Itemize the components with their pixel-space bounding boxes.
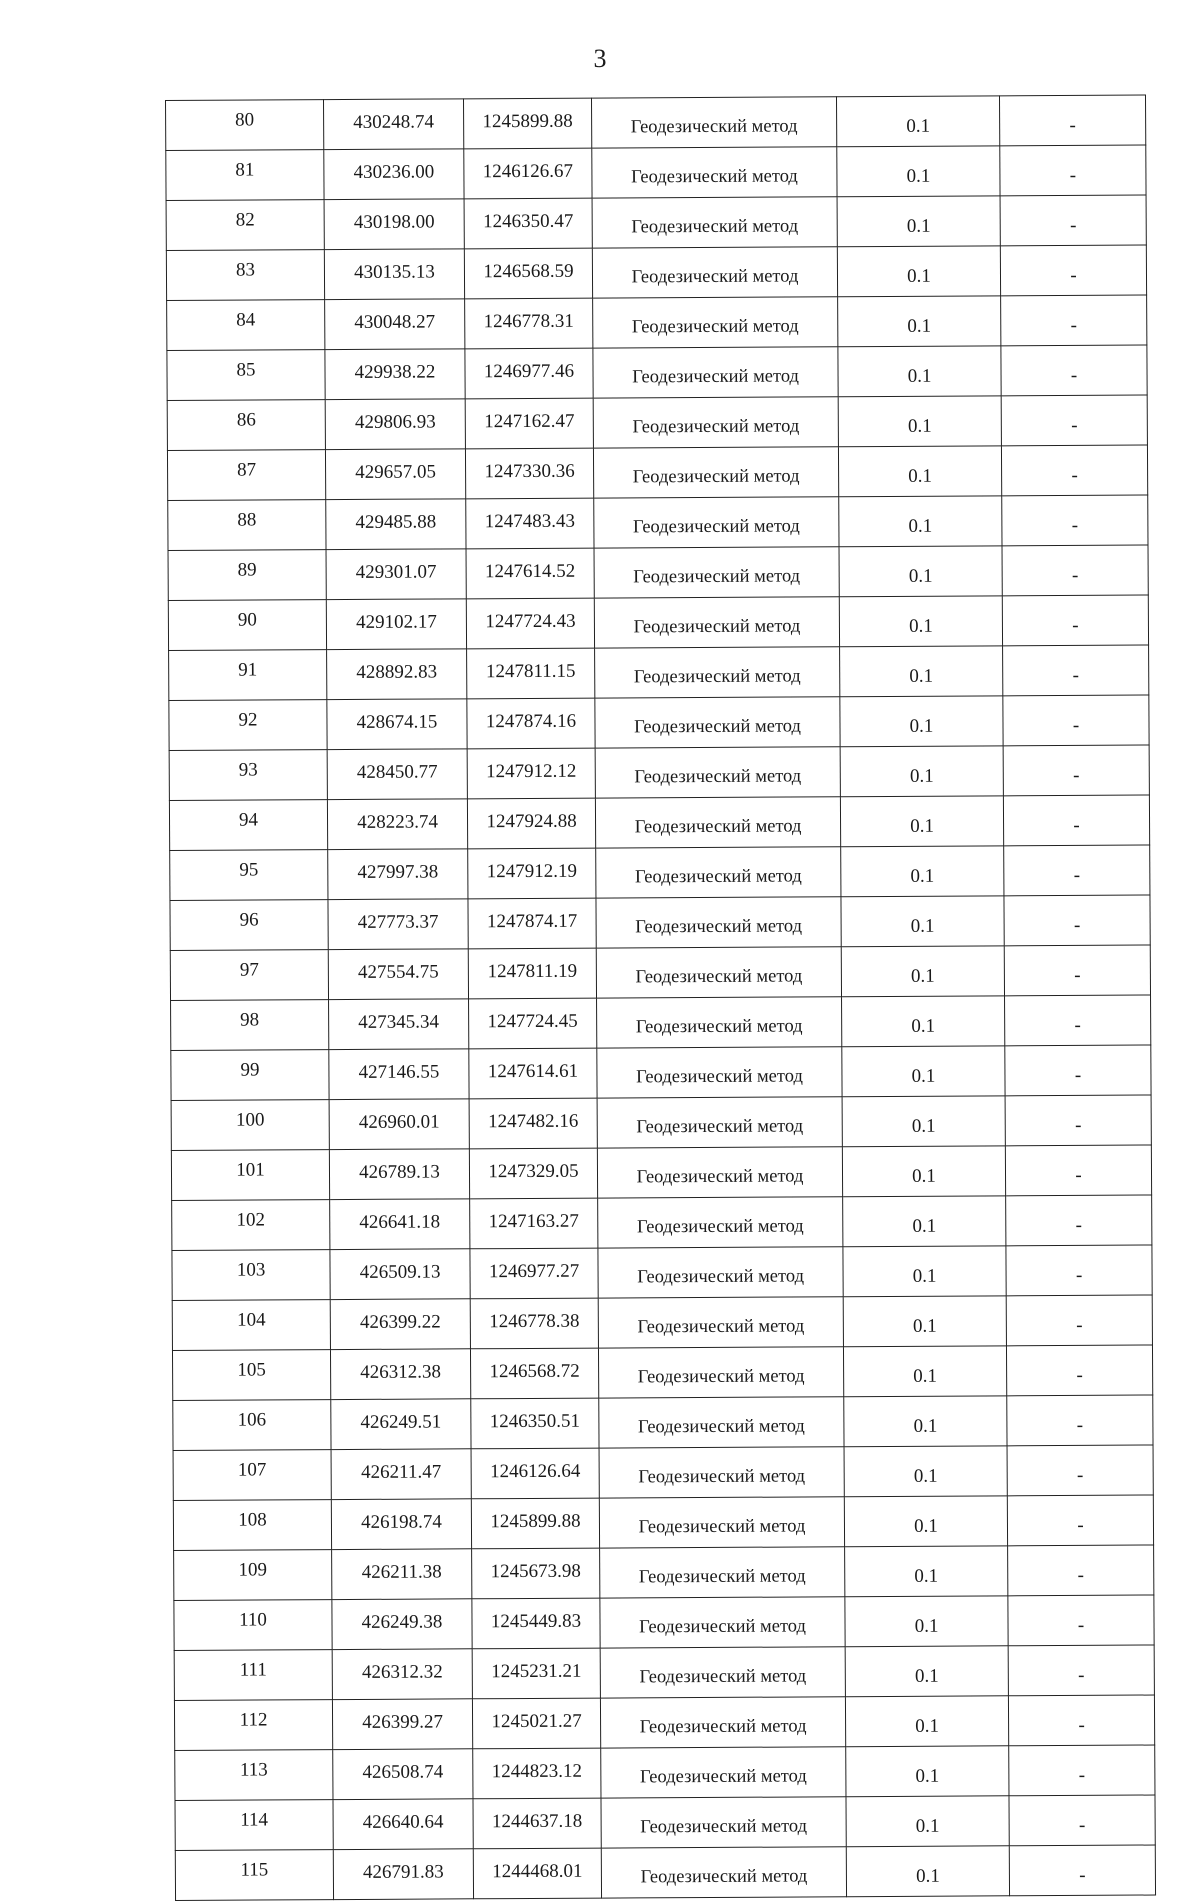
table-row: [171, 995, 1151, 1050]
table-row: [166, 195, 1146, 250]
point-number-cell: 103: [172, 1250, 330, 1301]
coordinate-x-cell: 426312.32: [332, 1649, 472, 1700]
accuracy-cell: 0.1: [845, 1596, 1008, 1647]
table-row: [170, 945, 1150, 1000]
coordinate-x-cell: 429301.07: [326, 549, 466, 600]
coordinate-x-cell: 426960.01: [329, 1099, 469, 1150]
method-cell: Геодезический метод: [592, 147, 837, 198]
note-cell: -: [1004, 945, 1150, 996]
point-number-cell: 114: [175, 1800, 333, 1851]
coordinate-x-cell: 426640.64: [333, 1799, 473, 1850]
point-number-cell: 95: [170, 850, 328, 901]
note-cell: -: [1007, 1395, 1153, 1446]
table-row: [175, 1795, 1155, 1850]
point-number-cell: 105: [172, 1350, 330, 1401]
coordinate-x-cell: 426789.13: [329, 1149, 469, 1200]
point-number-cell: 86: [167, 400, 325, 451]
table-row: [174, 1695, 1154, 1750]
method-cell: Геодезический метод: [597, 997, 842, 1048]
note-cell: -: [1001, 295, 1147, 346]
table-row: [172, 1345, 1152, 1400]
method-cell: Геодезический метод: [599, 1497, 844, 1548]
note-cell: -: [1000, 245, 1146, 296]
method-cell: Геодезический метод: [593, 447, 838, 498]
coordinate-y-cell: 1247874.16: [467, 698, 595, 749]
method-cell: Геодезический метод: [597, 1147, 842, 1198]
method-cell: Геодезический метод: [594, 547, 839, 598]
table-row: [173, 1495, 1153, 1550]
table-row: [169, 795, 1149, 850]
note-cell: -: [1007, 1445, 1153, 1496]
point-number-cell: 102: [172, 1200, 330, 1251]
coordinate-y-cell: 1246568.72: [470, 1348, 598, 1399]
accuracy-cell: 0.1: [841, 946, 1004, 997]
table-row: [170, 845, 1150, 900]
coordinate-y-cell: 1245899.88: [463, 98, 591, 149]
point-number-cell: 93: [169, 750, 327, 801]
method-cell: Геодезический метод: [592, 247, 837, 298]
method-cell: Геодезический метод: [591, 97, 836, 148]
point-number-cell: 99: [171, 1050, 329, 1101]
coordinate-y-cell: 1245021.27: [472, 1698, 600, 1749]
coordinate-x-cell: 430248.74: [324, 99, 464, 150]
note-cell: -: [1005, 1045, 1151, 1096]
table-row: [169, 745, 1149, 800]
point-number-cell: 81: [166, 150, 324, 201]
accuracy-cell: 0.1: [843, 1296, 1006, 1347]
note-cell: -: [1005, 1145, 1151, 1196]
coordinate-x-cell: 426198.74: [331, 1499, 471, 1550]
coordinate-x-cell: 426399.22: [330, 1299, 470, 1350]
note-cell: -: [1002, 545, 1148, 596]
accuracy-cell: 0.1: [842, 1096, 1005, 1147]
accuracy-cell: 0.1: [841, 896, 1004, 947]
table-row: [167, 395, 1147, 450]
coordinate-y-cell: 1246126.67: [464, 148, 592, 199]
table-row: [167, 295, 1147, 350]
coordinate-y-cell: 1247330.36: [465, 448, 593, 499]
method-cell: Геодезический метод: [598, 1247, 843, 1298]
method-cell: Геодезический метод: [601, 1797, 846, 1848]
table-row: [174, 1645, 1154, 1700]
accuracy-cell: 0.1: [840, 696, 1003, 747]
point-number-cell: 87: [167, 450, 325, 501]
coordinate-y-cell: 1247724.43: [466, 598, 594, 649]
note-cell: -: [1001, 345, 1147, 396]
method-cell: Геодезический метод: [601, 1847, 846, 1898]
method-cell: Геодезический метод: [596, 897, 841, 948]
method-cell: Геодезический метод: [593, 297, 838, 348]
coordinate-y-cell: 1247874.17: [468, 898, 596, 949]
method-cell: Геодезический метод: [600, 1697, 845, 1748]
method-cell: Геодезический метод: [595, 647, 840, 698]
table-row: [173, 1445, 1153, 1500]
coordinate-y-cell: 1247483.43: [466, 498, 594, 549]
table-row: [166, 145, 1146, 200]
coordinate-y-cell: 1246126.64: [471, 1448, 599, 1499]
table-row: [169, 695, 1149, 750]
note-cell: -: [1000, 145, 1146, 196]
method-cell: Геодезический метод: [600, 1597, 845, 1648]
method-cell: Геодезический метод: [596, 947, 841, 998]
coordinate-x-cell: 426508.74: [333, 1749, 473, 1800]
point-number-cell: 85: [167, 350, 325, 401]
accuracy-cell: 0.1: [846, 1846, 1009, 1897]
coordinate-y-cell: 1247614.61: [469, 1048, 597, 1099]
accuracy-cell: 0.1: [838, 346, 1001, 397]
coordinate-x-cell: 429657.05: [325, 449, 465, 500]
accuracy-cell: 0.1: [840, 746, 1003, 797]
method-cell: Геодезический метод: [599, 1447, 844, 1498]
coordinate-y-cell: 1246568.59: [464, 248, 592, 299]
coordinate-x-cell: 430135.13: [324, 249, 464, 300]
coordinate-y-cell: 1247329.05: [469, 1148, 597, 1199]
coordinate-y-cell: 1247924.88: [467, 798, 595, 849]
coordinate-x-cell: 426312.38: [330, 1349, 470, 1400]
point-number-cell: 91: [169, 650, 327, 701]
accuracy-cell: 0.1: [839, 596, 1002, 647]
coordinate-x-cell: 429485.88: [326, 499, 466, 550]
note-cell: -: [1006, 1295, 1152, 1346]
accuracy-cell: 0.1: [837, 146, 1000, 197]
coordinate-y-cell: 1244823.12: [473, 1748, 601, 1799]
accuracy-cell: 0.1: [837, 196, 1000, 247]
method-cell: Геодезический метод: [600, 1647, 845, 1698]
method-cell: Геодезический метод: [595, 747, 840, 798]
coordinate-y-cell: 1247162.47: [465, 398, 593, 449]
coordinate-x-cell: 429938.22: [325, 349, 465, 400]
table-row: [167, 445, 1147, 500]
coordinate-x-cell: 427146.55: [329, 1049, 469, 1100]
method-cell: Геодезический метод: [598, 1347, 843, 1398]
table-row: [172, 1245, 1152, 1300]
coordinate-y-cell: 1247614.52: [466, 548, 594, 599]
table-row: [171, 1095, 1151, 1150]
coordinate-y-cell: 1245449.83: [472, 1598, 600, 1649]
coordinate-x-cell: 426509.13: [330, 1249, 470, 1300]
point-number-cell: 84: [167, 300, 325, 351]
note-cell: -: [1009, 1845, 1155, 1896]
table-row: [175, 1845, 1155, 1900]
note-cell: -: [1006, 1345, 1152, 1396]
note-cell: -: [1008, 1595, 1154, 1646]
accuracy-cell: 0.1: [843, 1196, 1006, 1247]
coordinate-x-cell: 427554.75: [328, 949, 468, 1000]
coordinate-y-cell: 1246350.51: [471, 1398, 599, 1449]
coordinate-y-cell: 1245673.98: [472, 1548, 600, 1599]
point-number-cell: 94: [169, 800, 327, 851]
accuracy-cell: 0.1: [842, 996, 1005, 1047]
note-cell: -: [1005, 1095, 1151, 1146]
method-cell: Геодезический метод: [593, 347, 838, 398]
coordinate-y-cell: 1247811.15: [467, 648, 595, 699]
table-row: [168, 595, 1148, 650]
point-number-cell: 80: [166, 100, 324, 151]
table-row: [170, 895, 1150, 950]
point-number-cell: 111: [174, 1650, 332, 1701]
table-row: [167, 345, 1147, 400]
coordinates-table: [165, 95, 1156, 1901]
accuracy-cell: 0.1: [846, 1796, 1009, 1847]
coordinate-y-cell: 1247724.45: [469, 998, 597, 1049]
method-cell: Геодезический метод: [595, 797, 840, 848]
page-number: 3: [593, 44, 607, 73]
point-number-cell: 100: [171, 1100, 329, 1151]
point-number-cell: 96: [170, 900, 328, 951]
table-row: [171, 1145, 1151, 1200]
accuracy-cell: 0.1: [842, 1146, 1005, 1197]
point-number-cell: 90: [168, 600, 326, 651]
note-cell: -: [999, 95, 1145, 146]
coordinate-y-cell: 1246977.27: [470, 1248, 598, 1299]
accuracy-cell: 0.1: [837, 246, 1000, 297]
coordinate-y-cell: 1246350.47: [464, 198, 592, 249]
method-cell: Геодезический метод: [598, 1297, 843, 1348]
point-number-cell: 82: [166, 200, 324, 251]
note-cell: -: [1008, 1645, 1154, 1696]
point-number-cell: 106: [173, 1400, 331, 1451]
coordinate-y-cell: 1247912.19: [468, 848, 596, 899]
coordinate-x-cell: 430048.27: [325, 299, 465, 350]
accuracy-cell: 0.1: [838, 396, 1001, 447]
accuracy-cell: 0.1: [839, 496, 1002, 547]
method-cell: Геодезический метод: [601, 1747, 846, 1798]
coordinates-table-container: [165, 95, 1155, 1901]
note-cell: -: [1009, 1745, 1155, 1796]
note-cell: -: [1002, 495, 1148, 546]
table-row: [168, 495, 1148, 550]
accuracy-cell: 0.1: [840, 796, 1003, 847]
coordinate-y-cell: 1247163.27: [470, 1198, 598, 1249]
note-cell: -: [1009, 1795, 1155, 1846]
coordinate-y-cell: 1247912.12: [467, 748, 595, 799]
coordinate-x-cell: 427345.34: [329, 999, 469, 1050]
accuracy-cell: 0.1: [842, 1046, 1005, 1097]
coordinate-x-cell: 430198.00: [324, 199, 464, 250]
table-row: [171, 1045, 1151, 1100]
point-number-cell: 88: [168, 500, 326, 551]
coordinate-y-cell: 1246778.38: [470, 1298, 598, 1349]
coordinate-x-cell: 426249.51: [331, 1399, 471, 1450]
point-number-cell: 113: [175, 1750, 333, 1801]
accuracy-cell: 0.1: [843, 1346, 1006, 1397]
coordinate-x-cell: 427997.38: [328, 849, 468, 900]
point-number-cell: 108: [173, 1500, 331, 1551]
note-cell: -: [1001, 395, 1147, 446]
note-cell: -: [1000, 195, 1146, 246]
coordinate-y-cell: 1246778.31: [465, 298, 593, 349]
accuracy-cell: 0.1: [836, 96, 999, 147]
coordinate-x-cell: 426791.83: [333, 1849, 473, 1900]
point-number-cell: 89: [168, 550, 326, 601]
coordinate-x-cell: 426211.47: [331, 1449, 471, 1500]
accuracy-cell: 0.1: [843, 1246, 1006, 1297]
note-cell: -: [1006, 1245, 1152, 1296]
method-cell: Геодезический метод: [594, 597, 839, 648]
note-cell: -: [1003, 795, 1149, 846]
accuracy-cell: 0.1: [839, 546, 1002, 597]
table-row: [172, 1295, 1152, 1350]
method-cell: Геодезический метод: [597, 1097, 842, 1148]
point-number-cell: 98: [171, 1000, 329, 1051]
coordinate-x-cell: 428892.83: [327, 649, 467, 700]
note-cell: -: [1003, 645, 1149, 696]
point-number-cell: 109: [174, 1550, 332, 1601]
point-number-cell: 112: [174, 1700, 332, 1751]
coordinate-y-cell: 1247482.16: [469, 1098, 597, 1149]
point-number-cell: 83: [166, 250, 324, 301]
method-cell: Геодезический метод: [595, 697, 840, 748]
note-cell: -: [1003, 695, 1149, 746]
note-cell: -: [1002, 595, 1148, 646]
coordinate-x-cell: 429102.17: [326, 599, 466, 650]
accuracy-cell: 0.1: [846, 1746, 1009, 1797]
note-cell: -: [1008, 1695, 1154, 1746]
table-row: [168, 545, 1148, 600]
point-number-cell: 97: [170, 950, 328, 1001]
table-row: [169, 645, 1149, 700]
note-cell: -: [1003, 745, 1149, 796]
coordinate-y-cell: 1245231.21: [472, 1648, 600, 1699]
method-cell: Геодезический метод: [600, 1547, 845, 1598]
coordinate-x-cell: 428674.15: [327, 699, 467, 750]
table-row: [175, 1745, 1155, 1800]
method-cell: Геодезический метод: [598, 1197, 843, 1248]
accuracy-cell: 0.1: [840, 646, 1003, 697]
coordinate-x-cell: 427773.37: [328, 899, 468, 950]
method-cell: Геодезический метод: [594, 497, 839, 548]
accuracy-cell: 0.1: [845, 1646, 1008, 1697]
coordinate-y-cell: 1246977.46: [465, 348, 593, 399]
method-cell: Геодезический метод: [596, 847, 841, 898]
table-row: [166, 245, 1146, 300]
point-number-cell: 110: [174, 1600, 332, 1651]
note-cell: -: [1004, 845, 1150, 896]
coordinate-y-cell: 1244468.01: [473, 1848, 601, 1899]
table-row: [166, 95, 1146, 150]
coordinate-x-cell: 428450.77: [327, 749, 467, 800]
accuracy-cell: 0.1: [838, 296, 1001, 347]
note-cell: -: [1001, 445, 1147, 496]
coordinate-y-cell: 1245899.88: [471, 1498, 599, 1549]
note-cell: -: [1005, 995, 1151, 1046]
note-cell: -: [1007, 1495, 1153, 1546]
table-row: [174, 1545, 1154, 1600]
note-cell: -: [1004, 895, 1150, 946]
accuracy-cell: 0.1: [838, 446, 1001, 497]
table-row: [173, 1395, 1153, 1450]
note-cell: -: [1006, 1195, 1152, 1246]
accuracy-cell: 0.1: [845, 1696, 1008, 1747]
point-number-cell: 92: [169, 700, 327, 751]
coordinate-x-cell: 426399.27: [332, 1699, 472, 1750]
coordinate-x-cell: 426211.38: [332, 1549, 472, 1600]
accuracy-cell: 0.1: [844, 1446, 1007, 1497]
method-cell: Геодезический метод: [597, 1047, 842, 1098]
point-number-cell: 107: [173, 1450, 331, 1501]
method-cell: Геодезический метод: [593, 397, 838, 448]
table-row: [172, 1195, 1152, 1250]
coordinate-y-cell: 1247811.19: [468, 948, 596, 999]
point-number-cell: 115: [175, 1850, 333, 1901]
accuracy-cell: 0.1: [844, 1496, 1007, 1547]
accuracy-cell: 0.1: [841, 846, 1004, 897]
point-number-cell: 104: [172, 1300, 330, 1351]
coordinate-x-cell: 429806.93: [325, 399, 465, 450]
table-row: [174, 1595, 1154, 1650]
point-number-cell: 101: [171, 1150, 329, 1201]
method-cell: Геодезический метод: [599, 1397, 844, 1448]
coordinate-y-cell: 1244637.18: [473, 1798, 601, 1849]
accuracy-cell: 0.1: [845, 1546, 1008, 1597]
coordinate-x-cell: 430236.00: [324, 149, 464, 200]
coordinate-x-cell: 426249.38: [332, 1599, 472, 1650]
coordinate-x-cell: 428223.74: [327, 799, 467, 850]
accuracy-cell: 0.1: [844, 1396, 1007, 1447]
coordinate-x-cell: 426641.18: [330, 1199, 470, 1250]
note-cell: -: [1008, 1545, 1154, 1596]
method-cell: Геодезический метод: [592, 197, 837, 248]
